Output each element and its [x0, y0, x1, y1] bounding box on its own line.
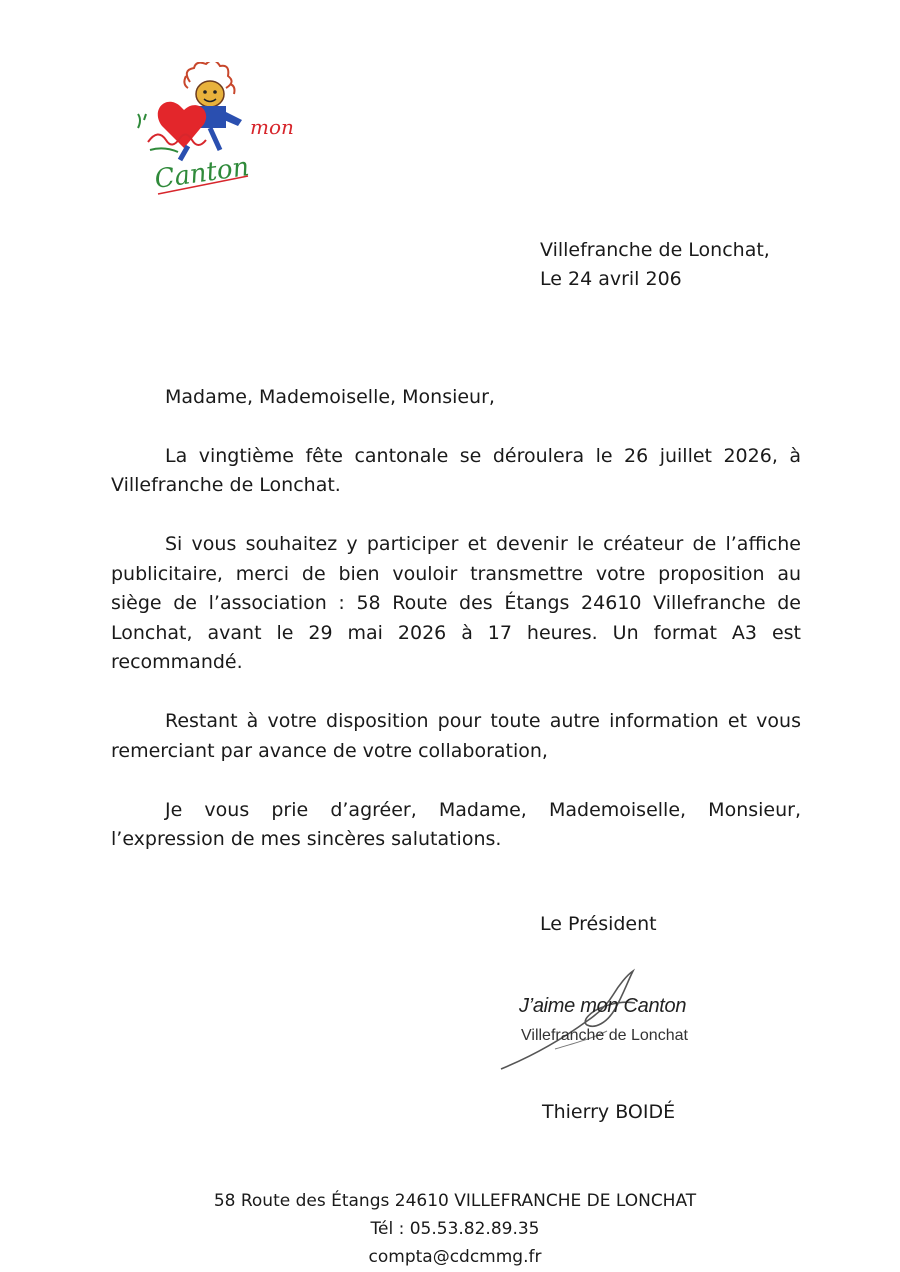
- paragraph-poster-call: Si vous souhaitez y participer et devenir le créateur de l’affiche publicitaire, merci de bien vouloir transmettre votre proposition au siège de l’association : 58 Route des Étangs 24610 Villefranche de Lonchat, avant le 29 mai 2026 à 17 heures. Un format A3 est recommandé.: [111, 533, 801, 673]
- stamp-location: Villefranche de Lonchat: [521, 1027, 688, 1044]
- signer-title: Le Président: [540, 913, 657, 935]
- place-and-date: [540, 236, 770, 294]
- footer-email: compta@cdcmmg.fr: [368, 1247, 542, 1267]
- svg-text:Canton: Canton: [152, 152, 252, 195]
- footer-address: 58 Route des Étangs 24610 VILLEFRANCHE DE LONCHAT: [213, 1191, 697, 1211]
- place-line: Villefranche de Lonchat,: [540, 239, 770, 261]
- heart-icon: [158, 102, 206, 148]
- paragraph-closing: Je vous prie d’agréer, Madame, Mademoiselle, Monsieur, l’expression de mes sincères salutations.: [111, 798, 801, 850]
- signer-name: Thierry BOIDÉ: [542, 1101, 676, 1123]
- svg-text:mon: mon: [250, 115, 293, 139]
- paragraph-date-announcement: La vingtième fête cantonale se déroulera le 26 juillet 2026, à Villefranche de Lonchat.: [111, 444, 801, 496]
- salutation: Madame, Mademoiselle, Monsieur,: [165, 386, 495, 408]
- association-logo: [118, 62, 293, 212]
- stamp-association-name: J’aime mon Canton: [519, 995, 687, 1017]
- footer-phone: Tél : 05.53.82.89.35: [370, 1219, 540, 1239]
- signature-stamp: [495, 965, 695, 1075]
- paragraph-thanks: Restant à votre disposition pour toute autre information et vous remerciant par avance de votre collaboration,: [111, 710, 801, 762]
- date-line: Le 24 avril 206: [540, 268, 682, 290]
- footer: [0, 1187, 900, 1271]
- handwritten-signature: [495, 965, 695, 1075]
- letter-body: [111, 383, 801, 884]
